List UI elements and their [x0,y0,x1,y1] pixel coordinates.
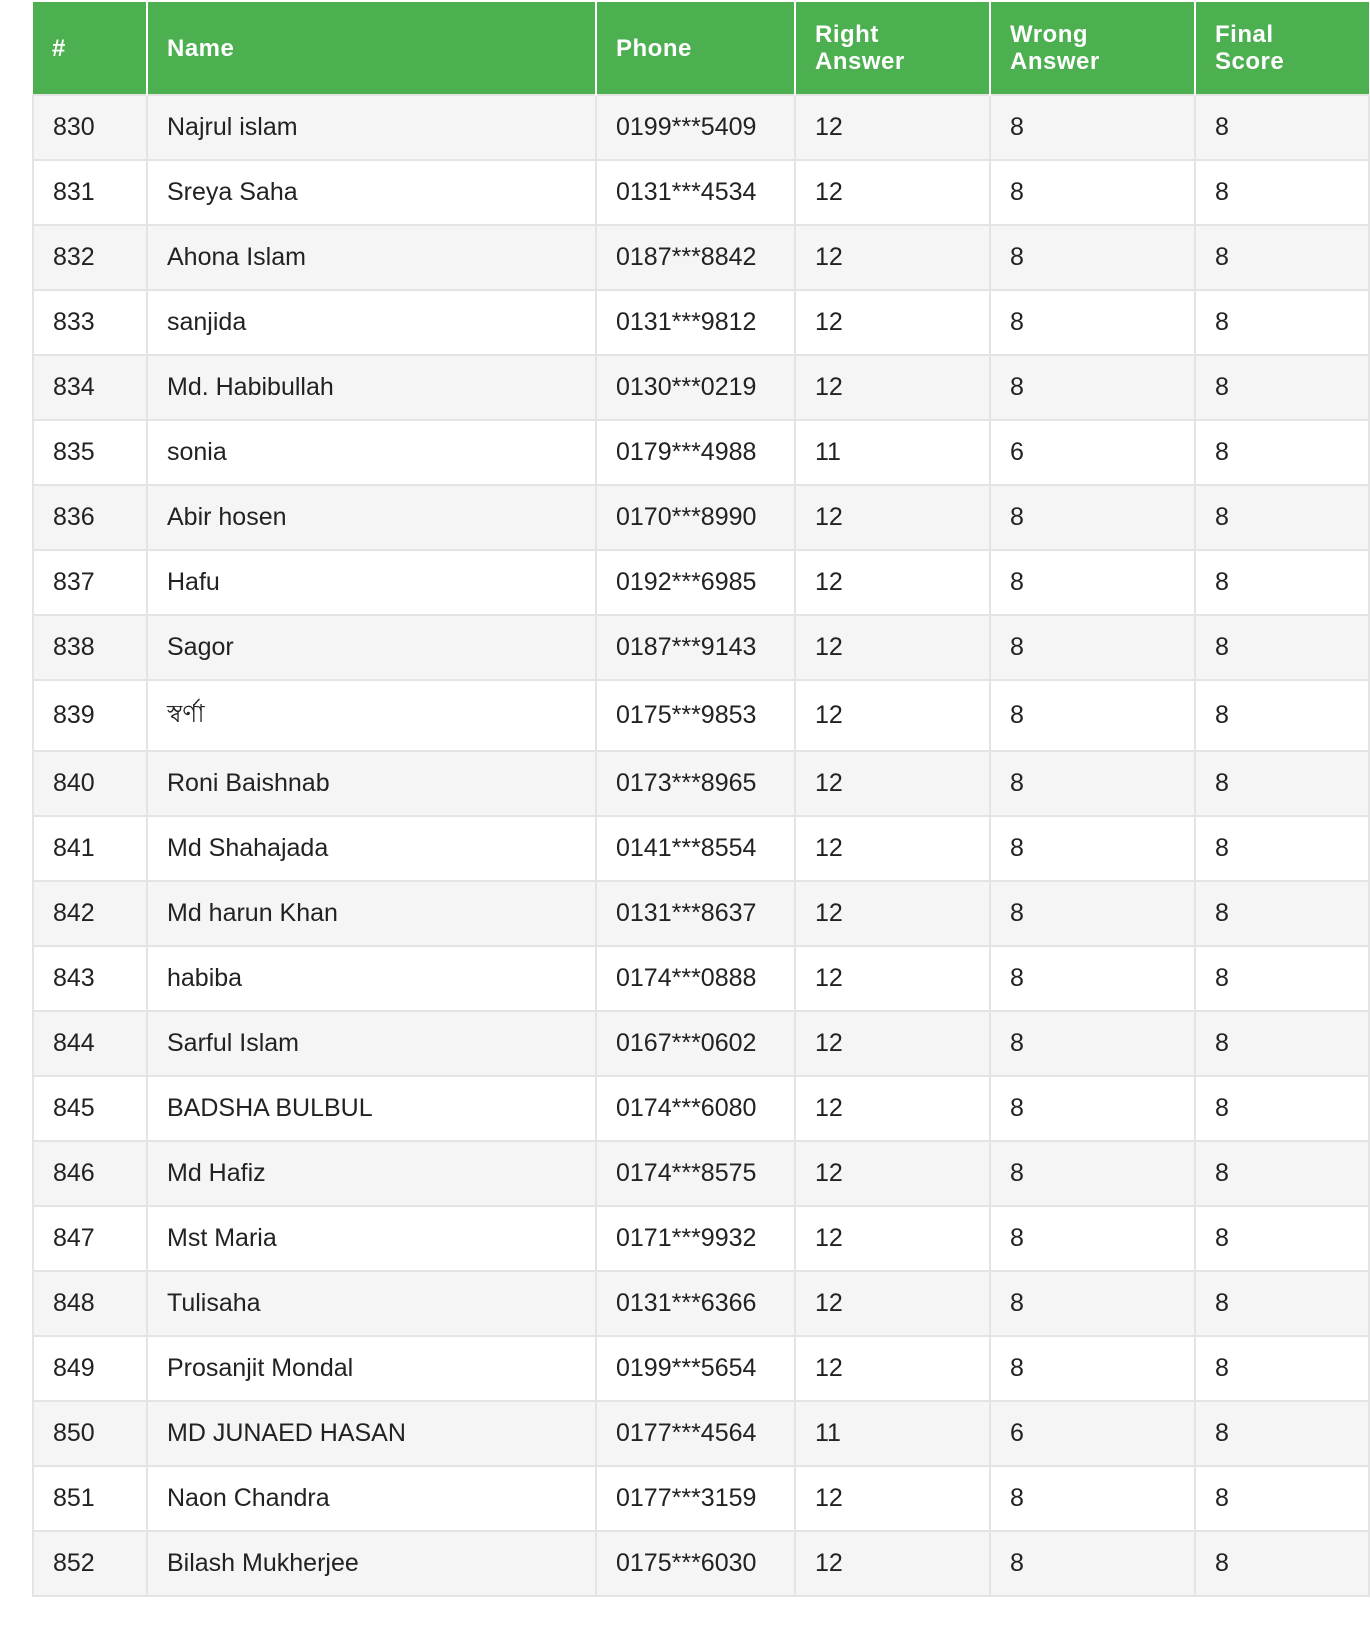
cell-wrong-answer: 8 [990,1271,1195,1336]
cell-wrong-answer: 8 [990,550,1195,615]
cell-phone: 0175***6030 [596,1531,795,1596]
header-name: Name [147,2,596,95]
cell-right-answer: 12 [795,946,990,1011]
table-row [33,95,1369,160]
cell-number: 831 [33,160,147,225]
cell-phone: 0179***4988 [596,420,795,485]
table-row [33,1076,1369,1141]
cell-phone: 0131***9812 [596,290,795,355]
cell-right-answer: 12 [795,816,990,881]
cell-right-answer: 12 [795,485,990,550]
table-row [33,550,1369,615]
table-row [33,1466,1369,1531]
cell-number: 832 [33,225,147,290]
cell-name: sonia [147,420,596,485]
table-header-row [33,2,1369,95]
cell-final-score: 8 [1195,550,1369,615]
cell-number: 843 [33,946,147,1011]
header-final-score: Final Score [1195,2,1369,95]
cell-phone: 0192***6985 [596,550,795,615]
cell-right-answer: 12 [795,1141,990,1206]
cell-final-score: 8 [1195,1271,1369,1336]
cell-right-answer: 12 [795,680,990,751]
table-row [33,225,1369,290]
cell-wrong-answer: 8 [990,680,1195,751]
cell-wrong-answer: 8 [990,1011,1195,1076]
cell-name: Abir hosen [147,485,596,550]
table-row [33,1336,1369,1401]
cell-phone: 0199***5654 [596,1336,795,1401]
cell-right-answer: 11 [795,1401,990,1466]
cell-wrong-answer: 8 [990,816,1195,881]
cell-name: Bilash Mukherjee [147,1531,596,1596]
cell-number: 841 [33,816,147,881]
cell-right-answer: 12 [795,751,990,816]
cell-name: Md. Habibullah [147,355,596,420]
cell-final-score: 8 [1195,680,1369,751]
table-row [33,160,1369,225]
cell-number: 835 [33,420,147,485]
cell-right-answer: 12 [795,95,990,160]
cell-name: Sreya Saha [147,160,596,225]
cell-number: 839 [33,680,147,751]
cell-name: Sagor [147,615,596,680]
cell-wrong-answer: 6 [990,1401,1195,1466]
cell-right-answer: 12 [795,1011,990,1076]
cell-final-score: 8 [1195,225,1369,290]
cell-final-score: 8 [1195,160,1369,225]
table-row [33,485,1369,550]
table-body [33,95,1369,1596]
table-row [33,1206,1369,1271]
header-wrong-answer: Wrong Answer [990,2,1195,95]
table-row [33,946,1369,1011]
cell-right-answer: 12 [795,1271,990,1336]
cell-phone: 0170***8990 [596,485,795,550]
cell-wrong-answer: 8 [990,485,1195,550]
table-row [33,1271,1369,1336]
header-number: # [33,2,147,95]
cell-right-answer: 12 [795,1466,990,1531]
cell-final-score: 8 [1195,751,1369,816]
cell-wrong-answer: 8 [990,1336,1195,1401]
cell-phone: 0174***8575 [596,1141,795,1206]
cell-wrong-answer: 8 [990,355,1195,420]
cell-phone: 0167***0602 [596,1011,795,1076]
cell-right-answer: 12 [795,1531,990,1596]
cell-phone: 0177***3159 [596,1466,795,1531]
cell-final-score: 8 [1195,1336,1369,1401]
cell-phone: 0175***9853 [596,680,795,751]
cell-final-score: 8 [1195,1531,1369,1596]
table-row [33,1401,1369,1466]
cell-name: Naon Chandra [147,1466,596,1531]
cell-number: 851 [33,1466,147,1531]
table-row [33,881,1369,946]
header-right-answer: Right Answer [795,2,990,95]
cell-wrong-answer: 8 [990,1531,1195,1596]
cell-number: 852 [33,1531,147,1596]
table-row [33,1011,1369,1076]
cell-name: Roni Baishnab [147,751,596,816]
cell-phone: 0131***6366 [596,1271,795,1336]
cell-right-answer: 12 [795,160,990,225]
cell-wrong-answer: 8 [990,1076,1195,1141]
cell-number: 849 [33,1336,147,1401]
cell-final-score: 8 [1195,1206,1369,1271]
cell-wrong-answer: 8 [990,1466,1195,1531]
cell-number: 850 [33,1401,147,1466]
cell-phone: 0131***4534 [596,160,795,225]
cell-wrong-answer: 8 [990,751,1195,816]
cell-wrong-answer: 8 [990,290,1195,355]
table-row [33,751,1369,816]
cell-right-answer: 12 [795,615,990,680]
cell-wrong-answer: 8 [990,95,1195,160]
table-row [33,1141,1369,1206]
cell-name: Md Hafiz [147,1141,596,1206]
table-row [33,420,1369,485]
table-row [33,355,1369,420]
cell-wrong-answer: 8 [990,946,1195,1011]
cell-phone: 0174***0888 [596,946,795,1011]
cell-wrong-answer: 8 [990,1141,1195,1206]
cell-phone: 0173***8965 [596,751,795,816]
cell-final-score: 8 [1195,355,1369,420]
cell-name: Md harun Khan [147,881,596,946]
results-table [32,2,1370,1597]
cell-name: Najrul islam [147,95,596,160]
cell-number: 844 [33,1011,147,1076]
cell-final-score: 8 [1195,1466,1369,1531]
cell-right-answer: 12 [795,550,990,615]
cell-final-score: 8 [1195,290,1369,355]
cell-number: 834 [33,355,147,420]
cell-final-score: 8 [1195,615,1369,680]
cell-wrong-answer: 8 [990,225,1195,290]
cell-final-score: 8 [1195,485,1369,550]
table-row [33,290,1369,355]
cell-name: MD JUNAED HASAN [147,1401,596,1466]
cell-phone: 0187***9143 [596,615,795,680]
cell-final-score: 8 [1195,95,1369,160]
cell-right-answer: 12 [795,355,990,420]
cell-right-answer: 12 [795,1206,990,1271]
cell-name: Hafu [147,550,596,615]
cell-number: 845 [33,1076,147,1141]
cell-number: 847 [33,1206,147,1271]
cell-number: 848 [33,1271,147,1336]
cell-phone: 0171***9932 [596,1206,795,1271]
cell-name: Sarful Islam [147,1011,596,1076]
cell-name: sanjida [147,290,596,355]
cell-name: habiba [147,946,596,1011]
cell-number: 836 [33,485,147,550]
cell-final-score: 8 [1195,881,1369,946]
cell-phone: 0141***8554 [596,816,795,881]
cell-wrong-answer: 8 [990,881,1195,946]
cell-final-score: 8 [1195,420,1369,485]
cell-name: স্বর্ণা [147,680,596,751]
table-row [33,615,1369,680]
cell-right-answer: 12 [795,225,990,290]
cell-phone: 0131***8637 [596,881,795,946]
cell-number: 840 [33,751,147,816]
cell-final-score: 8 [1195,1011,1369,1076]
cell-name: BADSHA BULBUL [147,1076,596,1141]
cell-number: 830 [33,95,147,160]
table-row [33,1531,1369,1596]
results-table-container [32,2,1285,1597]
cell-right-answer: 12 [795,1336,990,1401]
cell-phone: 0130***0219 [596,355,795,420]
cell-right-answer: 12 [795,1076,990,1141]
cell-phone: 0177***4564 [596,1401,795,1466]
cell-number: 842 [33,881,147,946]
cell-phone: 0187***8842 [596,225,795,290]
table-row [33,816,1369,881]
header-phone: Phone [596,2,795,95]
cell-right-answer: 12 [795,290,990,355]
cell-wrong-answer: 8 [990,1206,1195,1271]
cell-number: 837 [33,550,147,615]
cell-final-score: 8 [1195,816,1369,881]
cell-number: 846 [33,1141,147,1206]
cell-name: Mst Maria [147,1206,596,1271]
cell-wrong-answer: 6 [990,420,1195,485]
cell-name: Ahona Islam [147,225,596,290]
cell-name: Prosanjit Mondal [147,1336,596,1401]
cell-final-score: 8 [1195,946,1369,1011]
cell-phone: 0199***5409 [596,95,795,160]
cell-number: 833 [33,290,147,355]
cell-final-score: 8 [1195,1141,1369,1206]
cell-name: Tulisaha [147,1271,596,1336]
table-row [33,680,1369,751]
cell-final-score: 8 [1195,1401,1369,1466]
cell-wrong-answer: 8 [990,615,1195,680]
cell-wrong-answer: 8 [990,160,1195,225]
cell-final-score: 8 [1195,1076,1369,1141]
cell-phone: 0174***6080 [596,1076,795,1141]
cell-right-answer: 11 [795,420,990,485]
cell-number: 838 [33,615,147,680]
cell-right-answer: 12 [795,881,990,946]
cell-name: Md Shahajada [147,816,596,881]
